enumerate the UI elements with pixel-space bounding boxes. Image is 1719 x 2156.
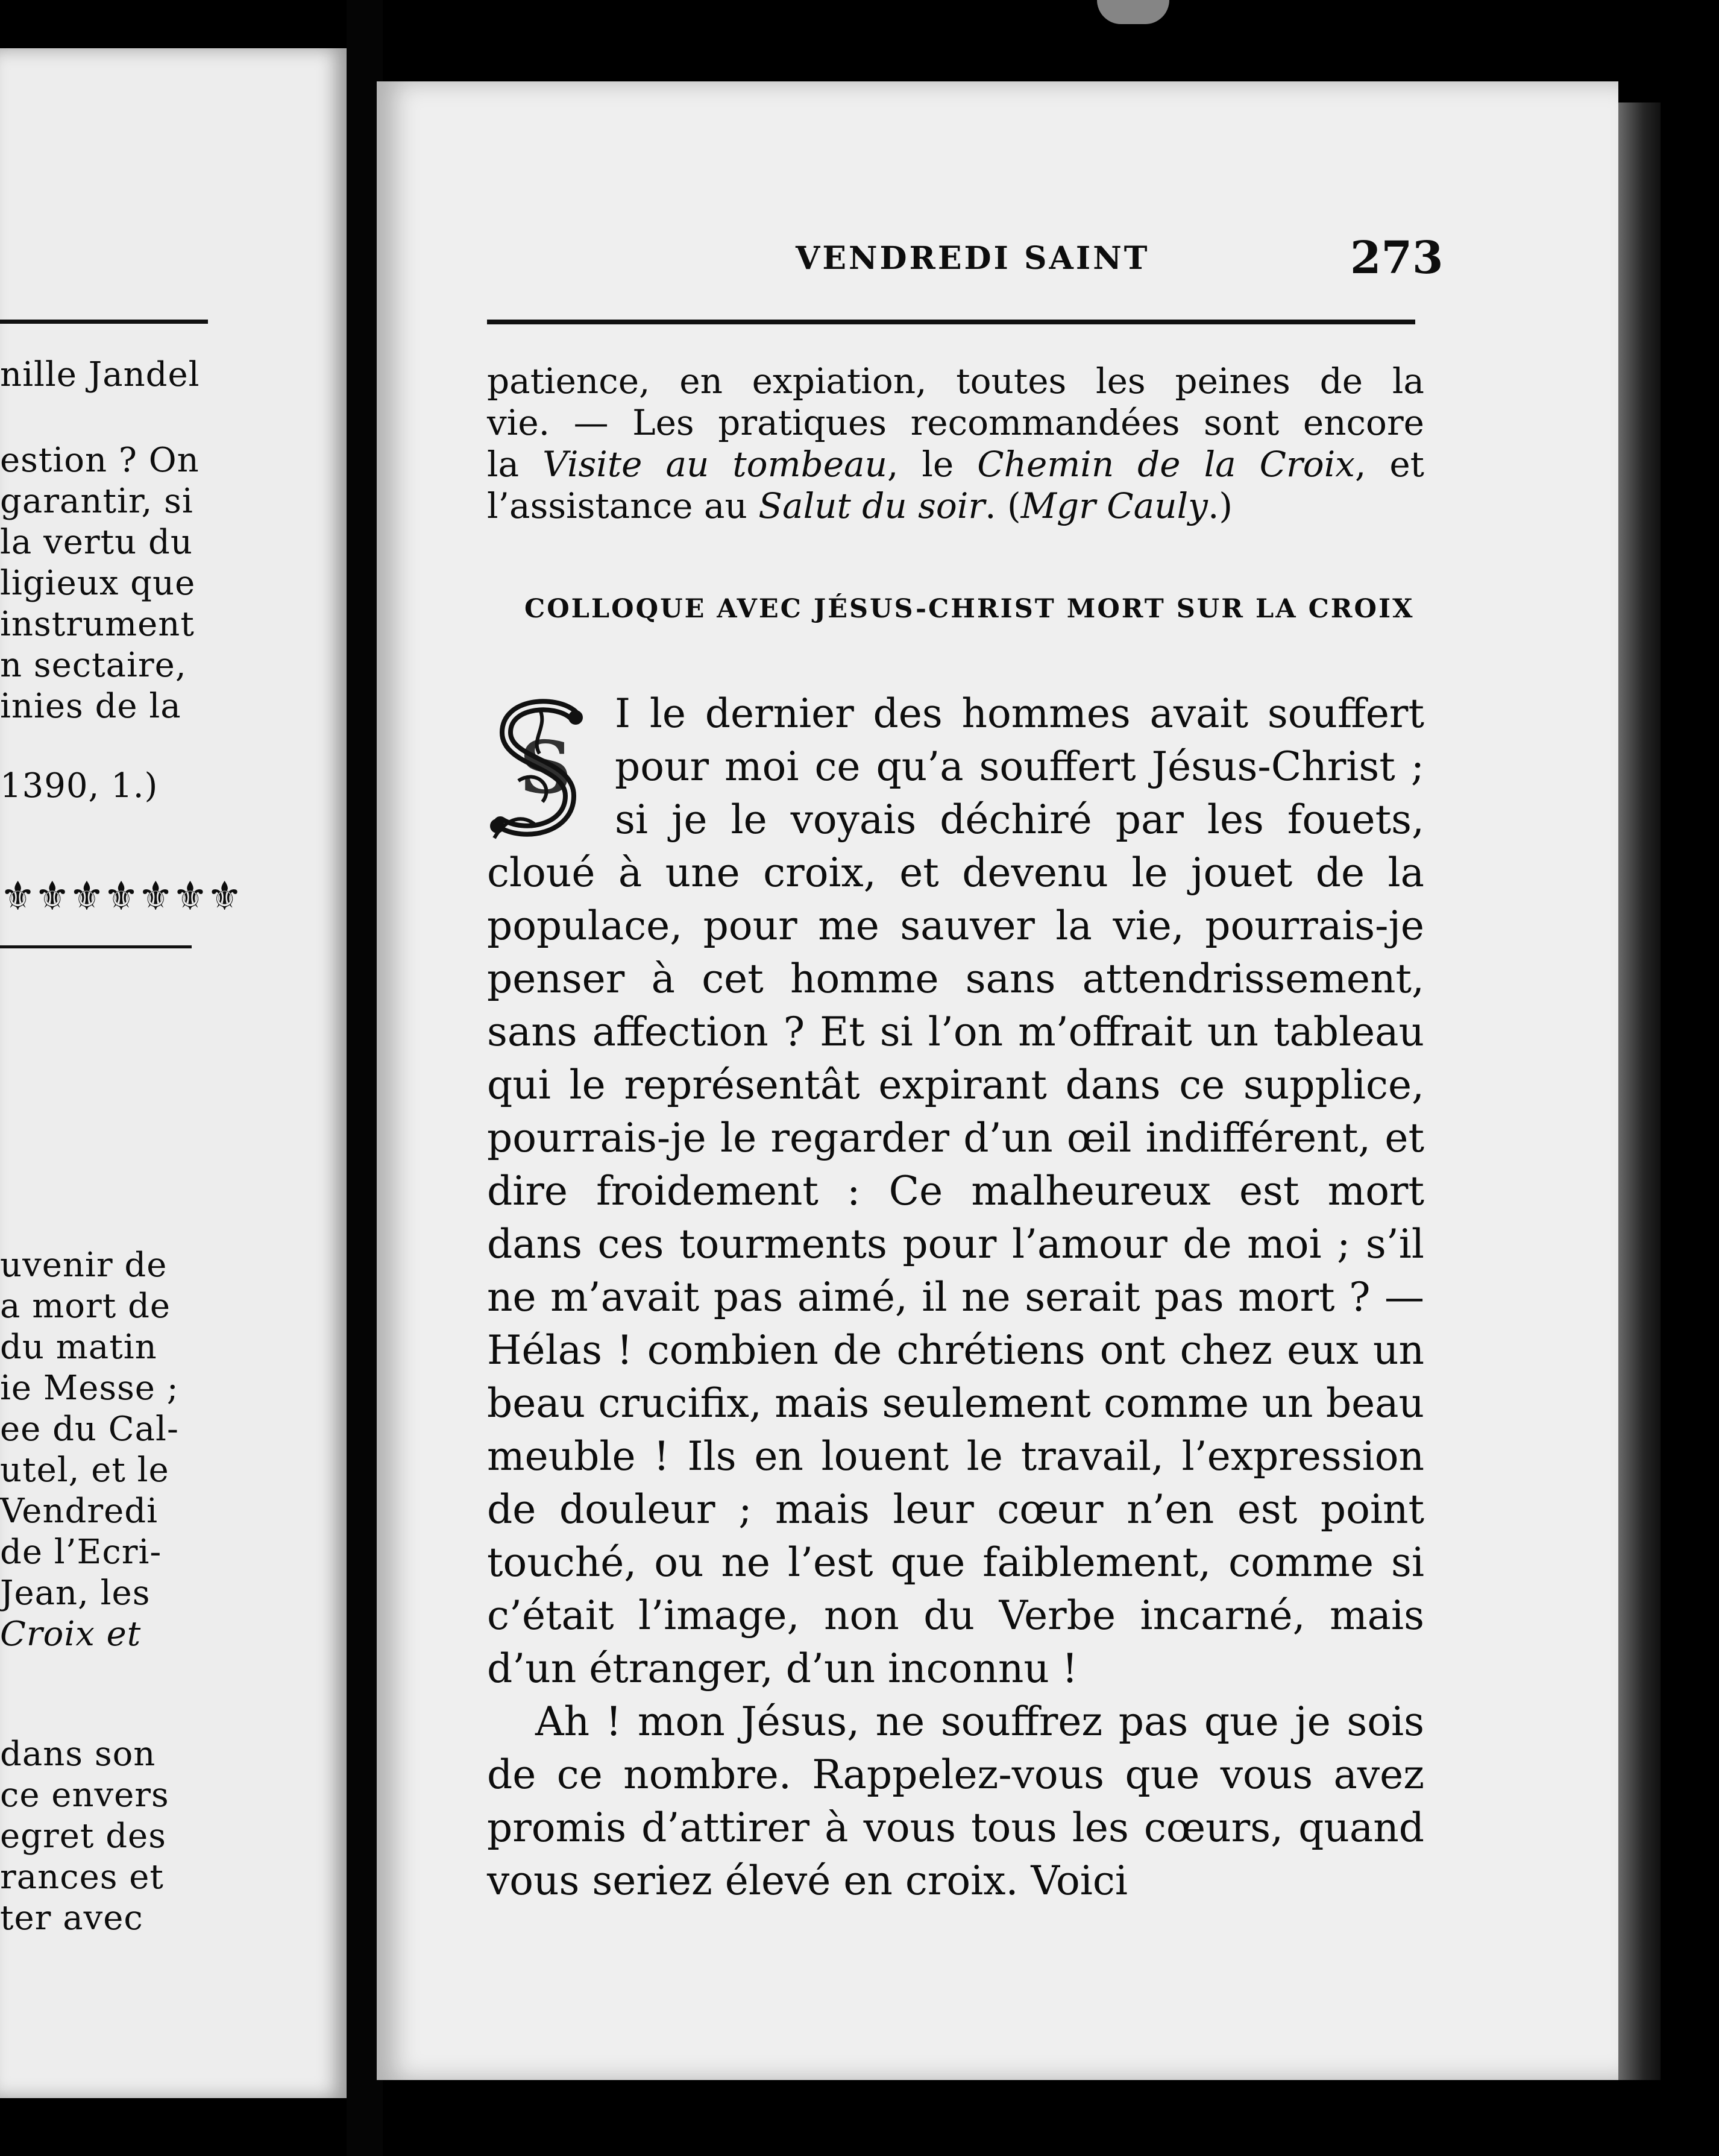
left-line: la vertu du [0,523,193,562]
left-line: ie Messe ; [0,1369,179,1408]
page-number: 273 [1350,232,1444,284]
intro-line: patience, en expiation, toutes les peines de la [487,361,1424,402]
left-line: du matin [0,1328,157,1367]
left-line: n sectaire, [0,646,187,685]
left-line: inies de la [0,687,181,726]
left-line: rances et [0,1858,164,1897]
left-line: instrument [0,605,195,644]
left-line: ce envers [0,1776,169,1815]
header-rule [487,320,1415,324]
left-line: ligieux que [0,564,196,603]
left-line: uvenir de [0,1246,168,1285]
left-line: Vendredi [0,1492,159,1531]
left-line: nille Jandel [0,355,200,394]
left-line: ee du Cal- [0,1410,179,1449]
paragraph1-line2: pour moi ce qu’a souffert Jésus-Christ ; [615,743,1424,790]
page-edge [1618,102,1661,2080]
section-rule [0,945,192,948]
fleuron-ornament-row: ⚜⚜⚜⚜⚜⚜⚜ [0,873,242,919]
header-rule [0,320,208,324]
drop-cap-letter: S [520,725,572,810]
intro-paragraph [487,361,1424,527]
main-text [487,687,1424,1908]
left-line: Croix et [0,1615,142,1654]
left-line: dans son [0,1735,156,1774]
running-title: VENDREDI SAINT [796,240,1150,277]
left-line: estion ? On [0,441,200,480]
left-line: egret des [0,1817,166,1856]
paragraph2: Ah ! mon Jésus, ne souffrez pas que je sois de ce nombre. Rappelez-vous que vous avez promis d’attirer à vous tous les cœurs, quand vous seriez élevé en croix. Voici [487,1698,1424,1904]
left-line: a mort de [0,1287,171,1326]
paragraph1-line3: si je le voyais déchiré par les fouets, [615,796,1424,843]
left-line: 1390, 1.) [0,766,159,805]
left-line: ter avec [0,1899,143,1938]
previous-page [0,48,347,2098]
intro-line: l’assistance au Salut du soir. (Mgr Cauly.) [487,485,1233,526]
left-line: garantir, si [0,482,193,521]
paragraph1-line1: I le dernier des hommes avait souffert [615,690,1424,737]
left-line: utel, et le [0,1451,169,1490]
intro-line: la Visite au tombeau, le Chemin de la Croix, et [487,444,1424,485]
left-line: de l’Ecri- [0,1533,162,1572]
top-ornament [1097,0,1169,24]
section-title: COLLOQUE AVEC JÉSUS-CHRIST MORT SUR LA CROIX [524,594,1415,624]
paragraph1-body: cloué à une croix, et devenu le jouet de la populace, pour me sauver la vie, pourrais-je penser à cet homme sans attendrissement, sans affection ? Et si l’on m’offrait un tableau qui le représentât expirant dans ce supplice, pourrais-je le regarder d’un œil indifférent, et dire froidement : Ce malheureux est mort dans ces tourments pour l’amour de moi ; s’il ne m’avait pas aimé, il ne serait pas mort ? — Hélas ! combien de chrétiens ont chez eux un beau crucifix, mais seulement comme un beau meuble ! Ils en louent le travail, l’expression de douleur ; mais leur cœur n’en est point touché, ou ne l’est que faiblement, comme si c’était l’image, non du Verbe incarné, mais d’un étranger, d’un inconnu ! [487,849,1424,1692]
intro-line: vie. — Les pratiques recommandées sont encore [487,402,1424,443]
left-line: Jean, les [0,1574,151,1613]
